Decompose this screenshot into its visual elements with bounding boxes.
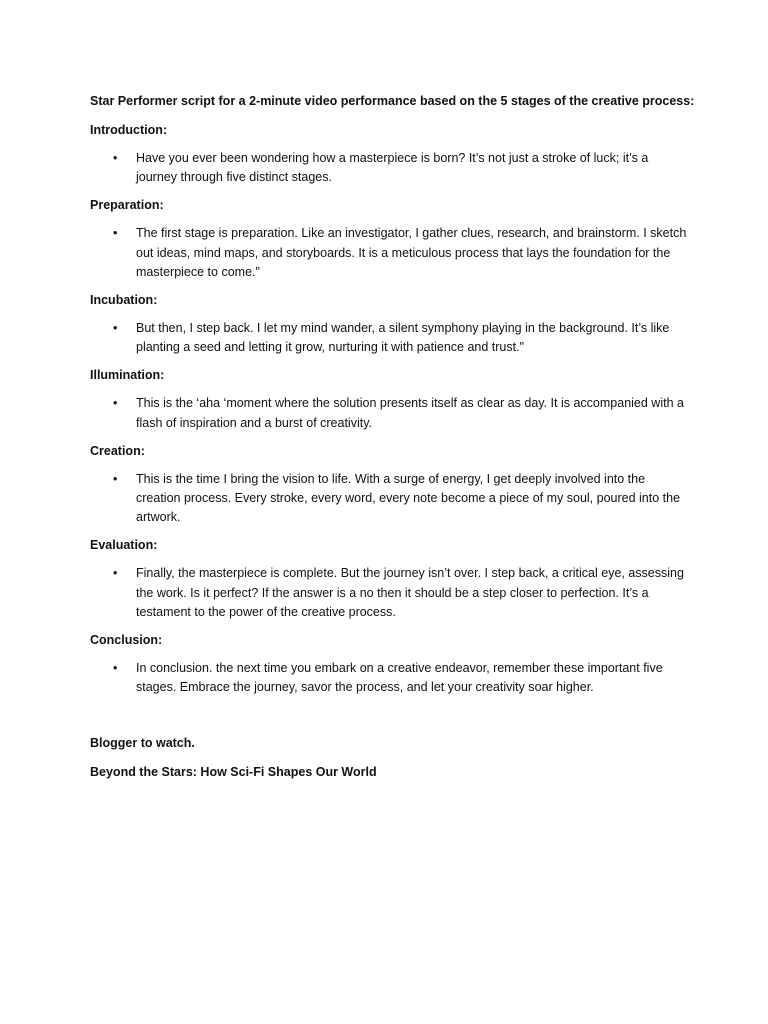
section-conclusion bbox=[90, 631, 690, 697]
blogger-heading: Blogger to watch. bbox=[90, 736, 195, 751]
section-creation bbox=[90, 442, 690, 528]
section-preparation bbox=[90, 196, 690, 282]
bullet-text: This is the ‘aha ‘moment where the solution presents itself as clear as day. It is accompanied with a flash of inspiration and a burst of creativity. bbox=[136, 396, 684, 430]
bullet-icon: • bbox=[113, 226, 118, 241]
bullet-item bbox=[90, 470, 690, 528]
bullet-item bbox=[90, 319, 690, 357]
bullet-text: The first stage is preparation. Like an investigator, I gather clues, research, and brainstorm. I sketch out ideas, mind maps, and storyboards. It is a meticulous process that lays the foundation for the masterpiece to come." bbox=[136, 226, 687, 279]
bullet-item bbox=[90, 659, 690, 697]
bullet-item bbox=[90, 394, 690, 432]
section-introduction bbox=[90, 121, 690, 187]
section-heading: Introduction: bbox=[90, 123, 168, 137]
bullet-text: Finally, the masterpiece is complete. But the journey isn’t over. I step back, a critical eye, assessing the work. Is it perfect? If the answer is a no then it should be a step closer to perfection. It’s a testament to the power of the creative process. bbox=[136, 566, 684, 619]
document-title: Star Performer script for a 2-minute video performance based on the 5 stages of the creative process: bbox=[90, 94, 695, 108]
bullet-icon: • bbox=[113, 661, 118, 676]
bullet-icon: • bbox=[113, 566, 118, 581]
section-evaluation bbox=[90, 536, 690, 622]
bullet-icon: • bbox=[113, 471, 118, 486]
bullet-item bbox=[90, 564, 690, 622]
spacer bbox=[90, 706, 690, 734]
bullet-text: But then, I step back. I let my mind wander, a silent symphony playing in the background. It’s like planting a seed and letting it grow, nurturing it with patience and trust." bbox=[136, 321, 670, 355]
bullet-item bbox=[90, 224, 690, 282]
section-illumination bbox=[90, 366, 690, 432]
bullet-text: This is the time I bring the vision to life. With a surge of energy, I get deeply involved into the creation process. Every stroke, every word, every note become a piece of my soul, poured into the artwork. bbox=[136, 471, 681, 525]
section-heading: Creation: bbox=[90, 443, 145, 458]
section-heading: Evaluation: bbox=[90, 538, 158, 553]
bullet-text: Have you ever been wondering how a masterpiece is born? It’s not just a stroke of luck; it’s a journey through five distinct stages. bbox=[136, 151, 649, 185]
bullet-icon: • bbox=[113, 396, 118, 411]
bullet-icon: • bbox=[113, 151, 118, 165]
bullet-text: In conclusion. the next time you embark on a creative endeavor, remember these important five stages. Embrace the journey, savor the process, and let your creativity soar higher. bbox=[136, 661, 663, 695]
section-incubation bbox=[90, 291, 690, 357]
blog-title: Beyond the Stars: How Sci-Fi Shapes Our World bbox=[90, 765, 377, 780]
section-heading: Illumination: bbox=[90, 368, 165, 383]
bullet-icon: • bbox=[113, 321, 118, 336]
section-heading: Conclusion: bbox=[90, 633, 163, 648]
document-page bbox=[90, 92, 695, 792]
section-heading: Preparation: bbox=[90, 198, 164, 213]
bullet-item bbox=[90, 149, 690, 187]
section-heading: Incubation: bbox=[90, 293, 158, 308]
